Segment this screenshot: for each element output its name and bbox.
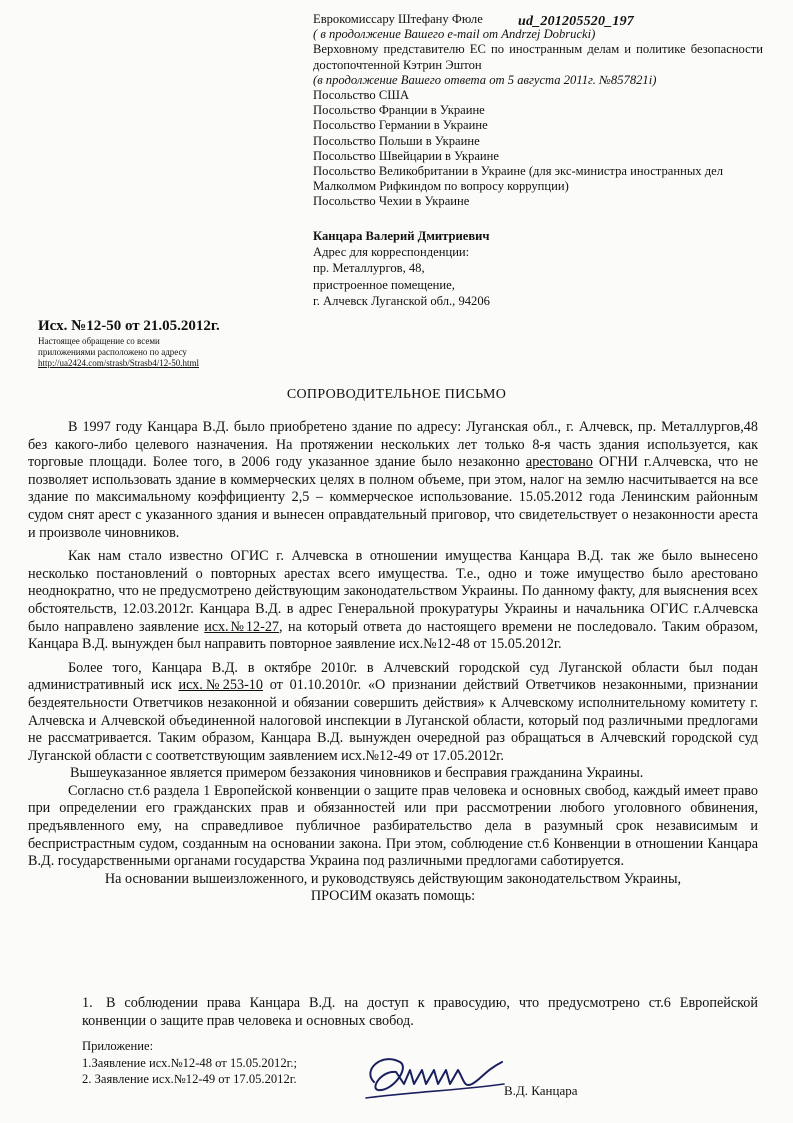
- letter-body: [28, 419, 758, 906]
- note-line: приложениями расположено по адресу: [38, 346, 187, 357]
- request-number: 1.: [82, 995, 93, 1011]
- attachments-heading: Приложение:: [82, 1039, 154, 1053]
- attachment-item: 1.Заявление исх.№12-48 от 15.05.2012г.;: [82, 1055, 298, 1070]
- attachment-item: 2. Заявление исх.№12-49 от 17.05.2012г.: [82, 1072, 297, 1086]
- recipient-line: Посольство Чехии в Украине: [313, 194, 470, 209]
- recipient-line: (в продолжение Вашего ответа от 5 августа 2011г. №857821i): [313, 72, 657, 87]
- request-text: В соблюдении права Канцара В.Д. на доступ к правосудию, что предусмотрено ст.6 Европейской конвенции о защите прав человека и основных свобод.: [82, 995, 758, 1029]
- request-heading: ПРОСИМ оказать помощь:: [310, 888, 476, 905]
- recipient-line: Посольство Франции в Украине: [313, 103, 485, 118]
- sender-address-line: г. Алчевск Луганской обл., 94206: [313, 293, 490, 308]
- paragraph: Вышеуказанное является примером беззакония чиновников и бесправия гражданина Украины.: [70, 765, 644, 782]
- attachments-block: [82, 1038, 297, 1088]
- recipient-line: Посольство Швейцарии в Украине: [313, 148, 499, 163]
- recipient-line: Верховному представителю ЕС по иностранным делам и политике безопасности достопочтенной Кэтрин Эштон: [313, 42, 763, 72]
- handwritten-signature: [352, 1040, 512, 1110]
- sender-address-line: пристроенное помещение,: [313, 277, 455, 292]
- recipient-line: ( в продолжение Вашего e-mail от Andrzej Dobrucki): [313, 27, 596, 42]
- note-line: Настоящее обращение со всеми: [38, 336, 160, 346]
- paragraph: В 1997 году Канцара В.Д. было приобретено здание по адресу: Луганская обл., г. Алчевск, пр. Металлургов,48 без какого-либо целевого назначения. На протяжении нескольких лет только 8-я часть здания используется, как торговые площади. Более того, в 2006 году указанное здание было незаконно арестовано ОГНИ г.Алчевска, что не позволяет использовать здание в коммерческих целях в полном объеме, при этом, налог на землю насчитывается на все здание по максимальному коэффициенту 2,5 – коммерческое использование. 15.05.2012 года Ленинским районным судом снят арест с указанного здания и вынесен оправдательный приговор, что свидетельствует о незаконности ареста и произволе чиновников.: [28, 419, 758, 541]
- basis-line: На основании вышеизложенного, и руководствуясь действующим законодательством Украины,: [104, 870, 682, 887]
- outgoing-number: Исх. №12-50 от 21.05.2012г.: [38, 318, 220, 334]
- underlined-word: арестовано: [525, 454, 593, 471]
- sender-block: [313, 228, 490, 309]
- paragraph: Согласно ст.6 раздела 1 Европейской конвенции о защите прав человека и основных свобод, каждый имеет право при определении его гражданских прав и обязанностей или при рассмотрении любого уголовного обвинения, предъявленного ему, на справедливое публичное разбирательство дела в разумный срок независимым и беспристрастным судом, созданным на основании закона. При этом, соблюдение ст.6 Конвенции в отношении Канцара В.Д. государственными органами государства Украина под различными предлогами саботируется.: [28, 782, 758, 870]
- recipients-block: [313, 12, 763, 210]
- paragraph: Как нам стало известно ОГИС г. Алчевска в отношении имущества Канцара В.Д. так же было вынесено несколько постановлений о повторных арестах всего имущества. Т.е., одно и тоже имущество было арестовано неоднократно, что не предусмотрено действующим законодательством Украины. По данному факту, для выяснения всех обстоятельств, 12.03.2012г. Канцара В.Д. в адрес Генеральной прокуратуры Украины и начальника ОГИС г.Алчевска было направлено заявление исх.№12-27, на который ответа до настоящего времени не последовало. Таким образом, Канцара В.Д. вынужден был направить повторное заявление исх.№12-48 от 15.05.2012г.: [28, 548, 759, 653]
- outgoing-note: [38, 336, 268, 368]
- sender-name: Канцара Валерий Дмитриевич: [313, 229, 490, 243]
- reference-link[interactable]: исх.№253-10: [178, 677, 263, 694]
- reference-link[interactable]: исх.№12-27: [204, 618, 280, 635]
- request-list: [82, 995, 758, 1030]
- sender-address-line: Адрес для корреспонденции:: [313, 245, 470, 260]
- recipient-line: Малколмом Рифкиндом по вопросу коррупции): [313, 179, 569, 194]
- recipient-line: Еврокомиссару Штефану Фюле: [313, 12, 483, 26]
- recipient-line: Посольство Германии в Украине: [313, 118, 488, 133]
- paragraph: Более того, Канцара В.Д. в октябре 2010г. в Алчевский городской суд Луганской области был подан административный иск исх.№253-10 от 01.10.2010г. «О признании действий Ответчиков незаконными, признании бездеятельности Ответчиков незаконной и обязании совершить действия» к Алчевскому исполнительному комитету г. Алчевска и Алчевской объединенной налоговой инспекции в Луганской области, который под различными предлогами не рассматривается. Таким образом, Канцара В.Д. вынужден очередной раз обращаться в Алчевский городской суд Луганской области с соответствующим заявлением исх.№12-49 от 17.05.2012г.: [28, 659, 758, 764]
- recipient-line: Посольство Польши в Украине: [313, 133, 480, 148]
- signature-name: В.Д. Канцара: [504, 1083, 578, 1098]
- recipient-line: Посольство США: [313, 88, 410, 103]
- document-id: ud_201205520_197: [518, 14, 634, 29]
- recipient-line: Посольство Великобритании в Украине (для экс-министра иностранных дел: [313, 164, 724, 179]
- document-title: СОПРОВОДИТЕЛЬНОЕ ПИСЬМО: [286, 387, 507, 402]
- note-link[interactable]: http://ua2424.com/strasb/Strasb4/12-50.html: [38, 357, 199, 368]
- sender-address-line: пр. Металлургов, 48,: [313, 261, 425, 276]
